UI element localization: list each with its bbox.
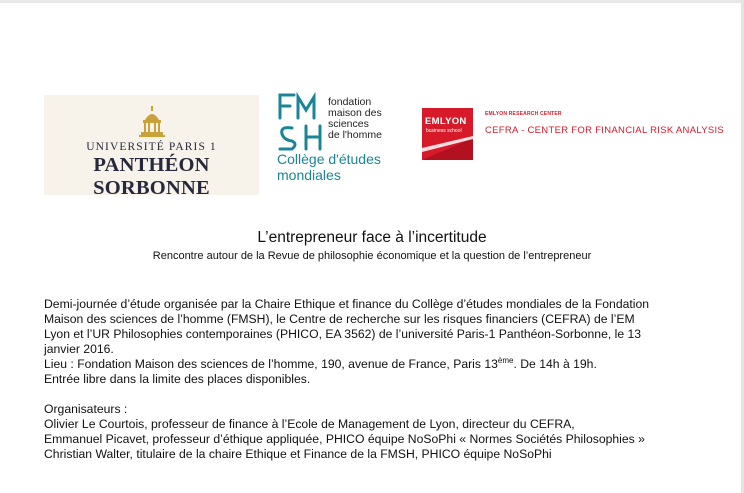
document-subtitle: Rencontre autour de la Revue de philosophie économique et la question de l’entrepreneur (152, 250, 592, 262)
venue-text: Lieu : Fondation Maison des sciences de l’homme, 190, avenue de France, Paris 13 (44, 357, 498, 371)
paragraph-gap (44, 387, 704, 402)
intro-line: Demi-journée d’étude organisée par la Chaire Ethique et finance du Collège d’études mondiales de la Fondation (44, 297, 650, 311)
intro-line: Maison des sciences de l’homme (FMSH), le Centre de recherche sur les risques financiers (CEFRA) de l’EM (44, 312, 635, 326)
emlyon-wordmark: EMLYON (425, 116, 467, 127)
emlyon-subtitle: business school (426, 128, 462, 134)
organizers-heading: Organisateurs : (44, 402, 128, 416)
page-top-border (0, 0, 744, 3)
college-line: Collège d'études (277, 151, 381, 167)
document-title: L’entrepreneur face à l’incertitude (257, 229, 487, 246)
fmsh-name-line: sciences (328, 118, 369, 130)
fmsh-name-line: de l'homme (328, 129, 382, 141)
fmsh-name-text (328, 97, 382, 141)
document-body (44, 297, 704, 462)
pantheon-sorbonne-logo (44, 95, 259, 199)
university-name-line2: PANTHÉON SORBONNE (93, 154, 210, 199)
venue-superscript: ème (497, 356, 514, 365)
university-name-line1: UNIVERSITÉ PARIS 1 (86, 141, 217, 153)
fmsh-logo (276, 92, 404, 187)
organizer-line: Olivier Le Courtois, professeur de finance à l’Ecole de Management de Lyon, directeur du CEFRA, (44, 417, 575, 431)
venue-line (44, 357, 704, 372)
fmsh-name-line: maison des (328, 107, 382, 119)
organizer-line: Christian Walter, titulaire de la chaire Ethique et Finance de la FMSH, PHICO équipe NoSoPhi (44, 447, 552, 461)
pantheon-dome-icon (137, 106, 167, 140)
fmsh-monogram-icon (276, 92, 328, 152)
intro-line: janvier 2016. (44, 342, 114, 356)
venue-hours: . De 14h à 19h. (513, 357, 597, 371)
organizer-line: Emmanuel Picavet, professeur d’éthique appliquée, PHICO équipe NoSoPhi « Normes Sociétés Philosophies » (44, 432, 645, 446)
fmsh-name-line: fondation (328, 96, 372, 108)
entry-note: Entrée libre dans la limite des places disponibles. (44, 372, 311, 386)
emlyon-research-center-label: EMLYON RESEARCH CENTER (485, 111, 562, 117)
college-etudes-mondiales-text (277, 151, 381, 183)
emlyon-badge (422, 108, 473, 160)
college-line: mondiales (277, 167, 341, 183)
cefra-label: CEFRA - CENTER FOR FINANCIAL RISK ANALYSIS (485, 125, 725, 136)
intro-line: Lyon et l’UR Philosophies contemporaines (PHICO, EA 3562) de l’université Paris-1 Panthéon-Sorbonne, le 13 (44, 327, 642, 341)
